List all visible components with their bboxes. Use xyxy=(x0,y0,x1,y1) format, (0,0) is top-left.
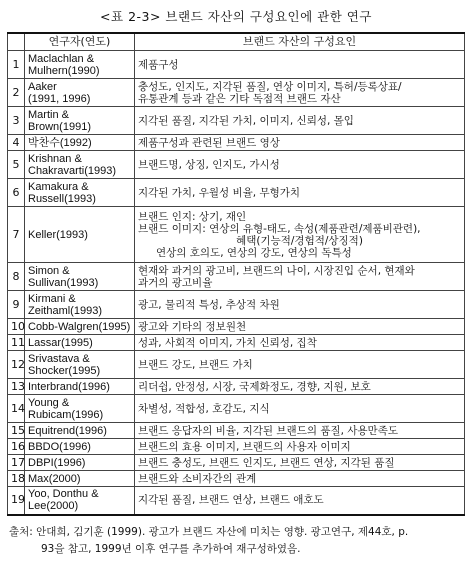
row-number: 14 xyxy=(8,395,25,423)
brand-equity-table xyxy=(7,32,465,516)
table-row xyxy=(8,51,465,79)
table-row xyxy=(8,107,465,135)
factor-line: 충성도, 인지도, 지각된 품질, 연상 이미지, 특허/등록상표/ xyxy=(138,80,402,93)
factors-cell xyxy=(135,423,465,439)
row-number: 8 xyxy=(8,263,25,291)
researcher-cell xyxy=(25,151,135,179)
researcher-cell xyxy=(25,487,135,515)
row-number: 5 xyxy=(8,151,25,179)
factor-line: 성과, 사회적 이미지, 가치 신뢰성, 집착 xyxy=(138,336,317,349)
factor-line: 제품구성과 관련된 브랜드 영상 xyxy=(138,136,280,149)
researcher-line: 박찬수(1992) xyxy=(28,136,92,149)
factors-cell xyxy=(135,291,465,319)
factor-line: 현재와 과거의 광고비, 브랜드의 나이, 시장진입 순서, 현재와 xyxy=(138,264,415,277)
researcher-cell xyxy=(25,351,135,379)
row-number: 1 xyxy=(8,51,25,79)
researcher-line: Aaker xyxy=(28,80,57,93)
researcher-cell xyxy=(25,455,135,471)
table-row xyxy=(8,319,465,335)
header-researcher: 연구자(연도) xyxy=(25,33,135,51)
factor-line: 차별성, 적합성, 호감도, 지식 xyxy=(138,402,270,415)
factor-line: 브랜드 응답자의 비율, 지각된 브랜드의 품질, 사용만족도 xyxy=(138,424,398,437)
row-number: 9 xyxy=(8,291,25,319)
researcher-line: Sullivan(1993) xyxy=(28,276,99,289)
row-number: 11 xyxy=(8,335,25,351)
factors-cell xyxy=(135,471,465,487)
factors-cell xyxy=(135,107,465,135)
table-row xyxy=(8,471,465,487)
factors-cell xyxy=(135,79,465,107)
researcher-cell xyxy=(25,379,135,395)
factor-line: 지각된 품질, 브랜드 연상, 브랜드 애호도 xyxy=(138,494,324,507)
table-title: <표 2-3> 브랜드 자산의 구성요인에 관한 연구 xyxy=(100,9,372,24)
table-row xyxy=(8,135,465,151)
table-header-row xyxy=(8,33,465,51)
factor-line: 광고, 물리적 특성, 추상적 차원 xyxy=(138,298,280,311)
researcher-cell xyxy=(25,439,135,455)
table-row xyxy=(8,423,465,439)
table-body xyxy=(8,51,465,515)
researcher-cell xyxy=(25,207,135,263)
source-note-line-2: 93을 참고, 1999년 이후 연구를 추가하여 재구성하였음. xyxy=(41,542,301,555)
factor-line: 브랜드명, 상징, 인지도, 가시성 xyxy=(138,158,280,171)
researcher-cell xyxy=(25,471,135,487)
row-number: 12 xyxy=(8,351,25,379)
row-number: 16 xyxy=(8,439,25,455)
researcher-cell xyxy=(25,107,135,135)
factors-cell xyxy=(135,151,465,179)
factors-cell xyxy=(135,319,465,335)
factors-cell xyxy=(135,455,465,471)
row-number: 19 xyxy=(8,487,25,515)
researcher-line: Mulhern(1990) xyxy=(28,64,100,77)
researcher-cell xyxy=(25,291,135,319)
table-row xyxy=(8,379,465,395)
row-number: 17 xyxy=(8,455,25,471)
researcher-line: Shocker(1995) xyxy=(28,364,101,377)
researcher-cell xyxy=(25,423,135,439)
factor-line: 브랜드 충성도, 브랜드 인지도, 브랜드 연상, 지각된 품질 xyxy=(138,456,395,469)
table-row xyxy=(8,291,465,319)
researcher-cell xyxy=(25,263,135,291)
researcher-line: Martin & xyxy=(28,108,69,121)
factor-line: 브랜드 인지: 상기, 재인 xyxy=(138,210,247,223)
factor-line: 연상의 호의도, 연상의 강도, 연상의 독특성 xyxy=(156,246,352,259)
researcher-line: Equitrend(1996) xyxy=(28,424,107,437)
row-number: 7 xyxy=(8,207,25,263)
researcher-line: Keller(1993) xyxy=(28,228,88,241)
table-row xyxy=(8,351,465,379)
row-number: 10 xyxy=(8,319,25,335)
table-row xyxy=(8,79,465,107)
table-row xyxy=(8,395,465,423)
researcher-cell xyxy=(25,335,135,351)
factors-cell xyxy=(135,351,465,379)
researcher-cell xyxy=(25,319,135,335)
factor-line: 혜택(기능적/경험적/상징적) xyxy=(236,234,363,247)
researcher-line: DBPI(1996) xyxy=(28,456,86,469)
row-number: 13 xyxy=(8,379,25,395)
factor-line: 브랜드의 효용 이미지, 브랜드의 사용자 이미지 xyxy=(138,440,351,453)
researcher-line: Kamakura & xyxy=(28,180,89,193)
researcher-line: Russell(1993) xyxy=(28,192,96,205)
table-row xyxy=(8,151,465,179)
researcher-line: Chakravarti(1993) xyxy=(28,164,117,177)
table-row xyxy=(8,263,465,291)
factors-cell xyxy=(135,207,465,263)
source-note xyxy=(7,524,465,558)
source-note-line-1: 출처: 안대희, 김기훈 (1999). 광고가 브랜드 자산에 미치는 영향. 광고연구, 제44호, p. xyxy=(9,525,409,538)
header-factors: 브랜드 자산의 구성요인 xyxy=(135,33,465,51)
researcher-line: Srivastava & xyxy=(28,352,90,365)
factor-line: 리더쉽, 안정성, 시장, 국제화정도, 경향, 지원, 보호 xyxy=(138,380,371,393)
researcher-line: Young & xyxy=(28,396,70,409)
researcher-line: Rubicam(1996) xyxy=(28,408,104,421)
researcher-line: BBDO(1996) xyxy=(28,440,91,453)
researcher-line: Kirmani & xyxy=(28,292,76,305)
researcher-cell xyxy=(25,79,135,107)
researcher-cell xyxy=(25,51,135,79)
factors-cell xyxy=(135,135,465,151)
factor-line: 광고와 기타의 정보원천 xyxy=(138,320,247,333)
researcher-line: Zeithaml(1993) xyxy=(28,304,102,317)
factor-line: 과거의 광고비율 xyxy=(138,276,213,289)
row-number: 18 xyxy=(8,471,25,487)
row-number: 4 xyxy=(8,135,25,151)
factor-line: 지각된 가치, 우월성 비율, 무형가치 xyxy=(138,186,301,199)
row-number: 15 xyxy=(8,423,25,439)
header-number xyxy=(8,33,25,51)
researcher-line: Brown(1991) xyxy=(28,120,91,133)
row-number: 6 xyxy=(8,179,25,207)
table-row xyxy=(8,179,465,207)
table-row xyxy=(8,207,465,263)
researcher-line: Lassar(1995) xyxy=(28,336,93,349)
researcher-line: Cobb-Walgren(1995) xyxy=(28,320,131,333)
factors-cell xyxy=(135,379,465,395)
row-number: 2 xyxy=(8,79,25,107)
table-row xyxy=(8,439,465,455)
factors-cell xyxy=(135,335,465,351)
table-row xyxy=(8,335,465,351)
factor-line: 브랜드와 소비자간의 관계 xyxy=(138,472,257,485)
researcher-cell xyxy=(25,135,135,151)
researcher-line: Maclachlan & xyxy=(28,52,95,65)
researcher-cell xyxy=(25,179,135,207)
factor-line: 제품구성 xyxy=(138,58,179,71)
factors-cell xyxy=(135,395,465,423)
factor-line: 브랜드 강도, 브랜드 가치 xyxy=(138,358,253,371)
factor-line: 유통관계 등과 같은 기타 독점적 브랜드 자산 xyxy=(138,92,341,105)
researcher-line: Krishnan & xyxy=(28,152,82,165)
row-number: 3 xyxy=(8,107,25,135)
factors-cell xyxy=(135,263,465,291)
researcher-line: (1991, 1996) xyxy=(28,92,91,105)
table-row xyxy=(8,455,465,471)
researcher-line: Interbrand(1996) xyxy=(28,380,110,393)
factors-cell xyxy=(135,487,465,515)
researcher-line: Simon & xyxy=(28,264,70,277)
researcher-line: Yoo, Donthu & xyxy=(28,488,99,501)
table-row xyxy=(8,487,465,515)
factor-line: 브랜드 이미지: 연상의 유형-태도, 속성(제품관련/제품비관련), xyxy=(138,222,421,235)
researcher-line: Max(2000) xyxy=(28,472,81,485)
factor-line: 지각된 품질, 지각된 가치, 이미지, 신뢰성, 몰입 xyxy=(138,114,354,127)
factors-cell xyxy=(135,439,465,455)
researcher-cell xyxy=(25,395,135,423)
factors-cell xyxy=(135,179,465,207)
factors-cell xyxy=(135,51,465,79)
researcher-line: Lee(2000) xyxy=(28,500,79,513)
